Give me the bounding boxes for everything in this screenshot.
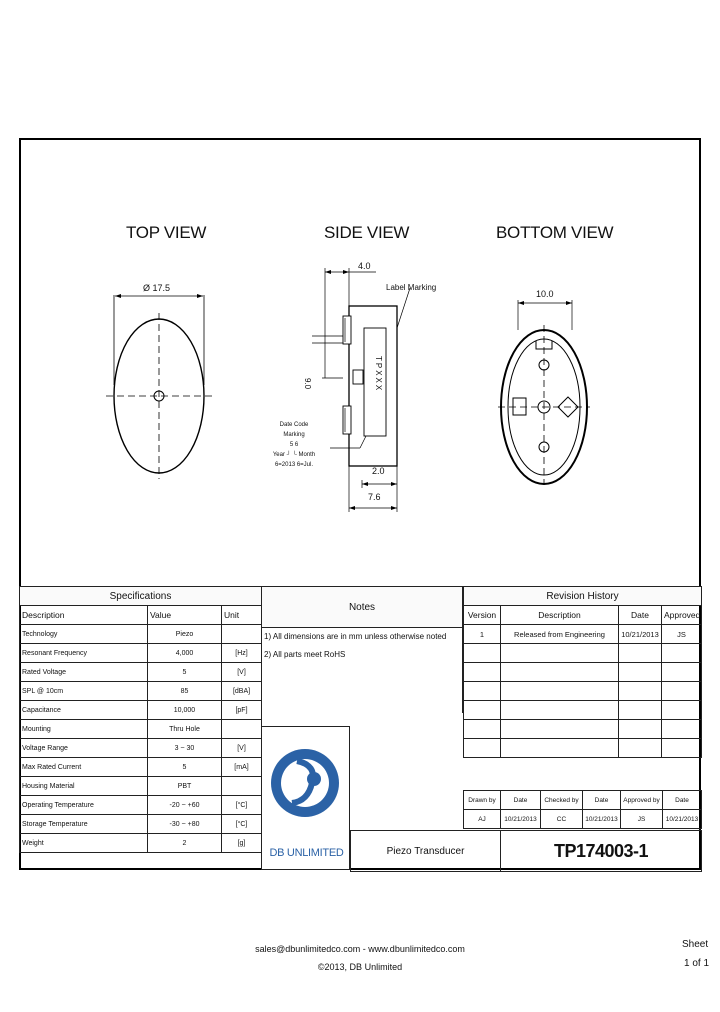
rev-date: [619, 739, 662, 758]
spec-value: 4,000: [148, 644, 222, 663]
notes-table: [261, 586, 463, 713]
date-code-note: [264, 420, 324, 470]
revision-title: Revision History: [464, 587, 702, 606]
approval-header: Date: [583, 791, 621, 810]
bottom-dim: 10.0: [536, 289, 554, 299]
spec-description: Max Rated Current: [20, 758, 148, 777]
product-name: Piezo Transducer: [351, 831, 501, 872]
side-dim-top: 4.0: [358, 261, 371, 271]
rev-col-date: Date: [619, 606, 662, 625]
approval-value: 10/21/2013: [663, 810, 702, 829]
date-code-line: Year ┘ └ Month: [272, 452, 316, 458]
rev-description: [501, 682, 619, 701]
rev-description: [501, 720, 619, 739]
spec-value: 85: [148, 682, 222, 701]
spec-value: -20 ~ +60: [148, 796, 222, 815]
spec-value: Thru Hole: [148, 720, 222, 739]
spec-description: Technology: [20, 625, 148, 644]
part-number: TP174003-1: [501, 831, 702, 872]
revision-row: [464, 682, 702, 701]
approval-value: AJ: [464, 810, 501, 829]
sheet-value: 1 of 1: [684, 958, 710, 969]
revision-row: [464, 663, 702, 682]
date-code-line: Date Code: [279, 422, 309, 428]
spec-value: PBT: [148, 777, 222, 796]
rev-date: [619, 682, 662, 701]
footer-copyright: ©2013, DB Unlimited: [317, 962, 403, 972]
spec-row: [20, 663, 262, 682]
specs-title: Specifications: [20, 587, 262, 606]
notes-title: Notes: [262, 587, 463, 628]
rev-approved: [662, 663, 702, 682]
rev-approved: [662, 739, 702, 758]
top-view-drawing: [100, 275, 225, 480]
specs-col-value: Value: [148, 606, 222, 625]
date-code-line: Marking: [283, 432, 305, 438]
spec-row: [20, 739, 262, 758]
spec-value: 2: [148, 834, 222, 853]
revision-row: [464, 644, 702, 663]
title-block: [350, 830, 702, 872]
rev-date: [619, 644, 662, 663]
approval-header: Approved by: [621, 791, 663, 810]
approval-header: Drawn by: [464, 791, 501, 810]
spec-unit: [222, 720, 262, 739]
rev-approved: [662, 644, 702, 663]
spec-value: 5: [148, 663, 222, 682]
company-logo: [262, 731, 349, 841]
spec-unit: [°C]: [222, 815, 262, 834]
rev-version: [464, 720, 501, 739]
date-code-line: 6=2013 6=Jul.: [274, 462, 314, 468]
spec-description: Resonant Frequency: [20, 644, 148, 663]
rev-date: [619, 701, 662, 720]
bottom-view-drawing: [490, 285, 600, 490]
rev-col-description: Description: [501, 606, 619, 625]
rev-version: 1: [464, 625, 501, 644]
approval-value: 10/21/2013: [501, 810, 541, 829]
specs-col-unit: Unit: [222, 606, 262, 625]
spec-value: 5: [148, 758, 222, 777]
bottom-view-title: BOTTOM VIEW: [496, 223, 614, 242]
footer-contact: sales@dbunlimitedco.com - www.dbunlimitedco.com: [255, 944, 465, 954]
approval-header: Date: [501, 791, 541, 810]
spec-row: [20, 777, 262, 796]
spec-unit: [V]: [222, 663, 262, 682]
top-view-title: TOP VIEW: [126, 223, 207, 242]
side-view-drawing: [300, 258, 430, 518]
side-dim-76: 7.6: [368, 492, 381, 502]
spec-description: Voltage Range: [20, 739, 148, 758]
spec-unit: [dBA]: [222, 682, 262, 701]
revision-row: [464, 625, 702, 644]
rev-description: Released from Engineering: [501, 625, 619, 644]
spec-row: [20, 701, 262, 720]
spec-unit: [222, 777, 262, 796]
spec-value: -30 ~ +80: [148, 815, 222, 834]
spec-description: Operating Temperature: [20, 796, 148, 815]
note-line: 2) All parts meet RoHS: [264, 650, 346, 659]
top-diameter-label: Ø 17.5: [143, 283, 171, 293]
spec-description: SPL @ 10cm: [20, 682, 148, 701]
spec-value: 10,000: [148, 701, 222, 720]
spec-value: Piezo: [148, 625, 222, 644]
note-line: 1) All dimensions are in mm unless otherwise noted: [264, 632, 447, 641]
specifications-table: [19, 586, 262, 853]
spec-unit: [pF]: [222, 701, 262, 720]
spec-description: Storage Temperature: [20, 815, 148, 834]
rev-description: [501, 663, 619, 682]
spec-unit: [222, 625, 262, 644]
rev-version: [464, 644, 501, 663]
rev-version: [464, 663, 501, 682]
side-dim-2: 2.0: [372, 466, 385, 476]
rev-date: [619, 720, 662, 739]
spec-row: [20, 644, 262, 663]
approvals-table: [463, 790, 702, 829]
spec-unit: [V]: [222, 739, 262, 758]
spec-row: [20, 758, 262, 777]
spec-description: Rated Voltage: [20, 663, 148, 682]
side-label-text: TPXXX: [374, 356, 383, 393]
rev-version: [464, 701, 501, 720]
spec-unit: [mA]: [222, 758, 262, 777]
spec-value: 3 ~ 30: [148, 739, 222, 758]
spec-row: [20, 834, 262, 853]
spec-row: [20, 796, 262, 815]
company-name: DB UNLIMITED: [269, 847, 344, 859]
revision-row: [464, 720, 702, 739]
spec-row: [20, 682, 262, 701]
rev-approved: [662, 701, 702, 720]
spec-unit: [g]: [222, 834, 262, 853]
approval-header: Checked by: [541, 791, 583, 810]
side-height-dim: 9.0: [303, 378, 312, 390]
revision-row: [464, 739, 702, 758]
company-logo-block: [261, 726, 350, 870]
spec-description: Weight: [20, 834, 148, 853]
spec-description: Mounting: [20, 720, 148, 739]
rev-date: [619, 663, 662, 682]
revision-row: [464, 701, 702, 720]
approval-header: Date: [663, 791, 702, 810]
rev-approved: JS: [662, 625, 702, 644]
approval-value: CC: [541, 810, 583, 829]
specs-rows: [20, 625, 262, 853]
revision-rows: [464, 625, 702, 758]
spec-row: [20, 625, 262, 644]
spec-unit: [Hz]: [222, 644, 262, 663]
spec-row: [20, 720, 262, 739]
specs-col-description: Description: [20, 606, 148, 625]
label-marking-callout: Label Marking: [386, 283, 437, 292]
approval-value: 10/21/2013: [583, 810, 621, 829]
side-view-title: SIDE VIEW: [324, 223, 410, 242]
rev-col-version: Version: [464, 606, 501, 625]
rev-approved: [662, 682, 702, 701]
rev-description: [501, 739, 619, 758]
rev-description: [501, 701, 619, 720]
approval-value: JS: [621, 810, 663, 829]
rev-approved: [662, 720, 702, 739]
sheet-label: Sheet: [682, 939, 709, 950]
rev-version: [464, 682, 501, 701]
rev-date: 10/21/2013: [619, 625, 662, 644]
rev-version: [464, 739, 501, 758]
spec-unit: [°C]: [222, 796, 262, 815]
rev-description: [501, 644, 619, 663]
spec-description: Housing Material: [20, 777, 148, 796]
spec-row: [20, 815, 262, 834]
spec-description: Capacitance: [20, 701, 148, 720]
revision-table: [463, 586, 702, 758]
date-code-line: 5 6: [289, 442, 299, 448]
rev-col-approved: Approved: [662, 606, 702, 625]
